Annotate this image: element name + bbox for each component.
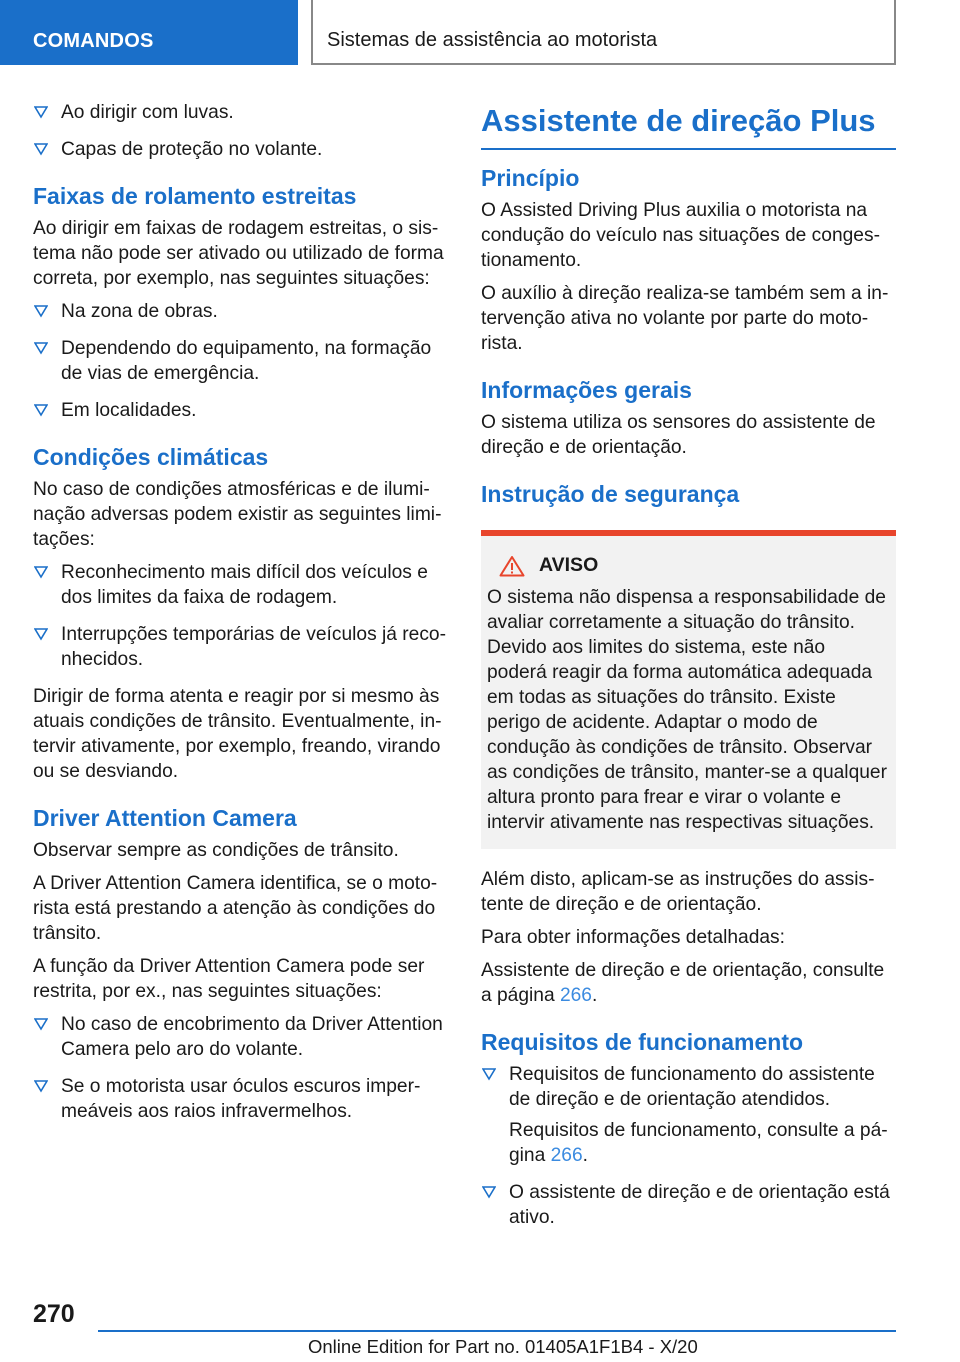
paragraph: Para obter informações detalhadas: bbox=[481, 927, 785, 948]
list-item: Dependendo do equipamento, na formação de vias de emergência. bbox=[33, 336, 446, 386]
chapter-tab bbox=[311, 0, 896, 65]
bullet-triangle-icon bbox=[34, 1017, 48, 1031]
warning-label: AVISO bbox=[539, 554, 599, 576]
paragraph: No caso de condições atmosféricas e de iluminação adversas podem existir as seguintes limitações: bbox=[33, 479, 442, 550]
paragraph: O sistema utiliza os sensores do assistente de direção e de orientação. bbox=[481, 412, 876, 458]
section-label: COMANDOS bbox=[33, 30, 154, 52]
warning-header bbox=[499, 554, 890, 577]
heading-weather: Condições climáticas bbox=[33, 444, 269, 470]
heading-general: Informações gerais bbox=[481, 377, 692, 403]
heading-narrow-lanes: Faixas de rolamento estreitas bbox=[33, 183, 357, 209]
heading-camera: Driver Attention Camera bbox=[33, 805, 297, 831]
paragraph: Assistente de direção e de orientação, consulte a página 266. bbox=[481, 960, 885, 1006]
heading-principle: Princípio bbox=[481, 165, 580, 191]
list-item: Se o motorista usar óculos escuros impermeáveis aos raios infravermelhos. bbox=[33, 1074, 446, 1124]
paragraph: Observar sempre as condições de trânsito. bbox=[33, 840, 399, 861]
page-link[interactable]: 266 bbox=[559, 985, 592, 1006]
paragraph: Dirigir de forma atenta e reagir por si mesmo às atuais condições de trânsito. Eventualmente, intervir ativamente, por exemplo, freando, virando ou se desviando. bbox=[33, 686, 442, 782]
section-tab bbox=[0, 0, 298, 65]
left-column bbox=[33, 100, 446, 1136]
bullet-triangle-icon bbox=[482, 1067, 496, 1081]
bullet-triangle-icon bbox=[482, 1185, 496, 1199]
page-title: Assistente de direção Plus bbox=[481, 100, 896, 150]
page-number: 270 bbox=[33, 1300, 75, 1328]
warning-text: O sistema não dispensa a responsabilidade de avaliar corretamente a situação do trânsito. Devido aos limites do sistema, este não poderá reagir da forma automática adequada em todas as situações do trânsito. Existe perigo de acidente. Adaptar o modo de condução às condições de trânsito. Observar as condições de trânsito, manter-se a qualquer altura pronto para frear e virar o volante e intervir ativamente nas respectivas situações. bbox=[487, 587, 887, 833]
list-item: Interrupções temporárias de veículos já reconhecidos. bbox=[33, 622, 446, 672]
bullet-triangle-icon bbox=[34, 105, 48, 119]
paragraph: A função da Driver Attention Camera pode ser restrita, por ex., nas seguintes situações: bbox=[33, 956, 425, 1002]
list-item: Na zona de obras. bbox=[33, 299, 446, 324]
footer-divider bbox=[98, 1330, 896, 1332]
bullet-triangle-icon bbox=[34, 565, 48, 579]
paragraph: Além disto, aplicam-se as instruções do assistente de direção e de orientação. bbox=[481, 869, 875, 915]
heading-safety: Instrução de segurança bbox=[481, 481, 740, 507]
bullet-triangle-icon bbox=[34, 304, 48, 318]
list-item: O assistente de direção e de orientação está ativo. bbox=[481, 1180, 896, 1230]
chapter-label: Sistemas de assistência ao motorista bbox=[327, 29, 658, 51]
list-item: Reconhecimento mais difícil dos veículos e dos limites da faixa de rodagem. bbox=[33, 560, 446, 610]
list-item: Requisitos de funcionamento do assistente de direção e de orientação atendidos. bbox=[481, 1062, 896, 1112]
paragraph: A Driver Attention Camera identifica, se o motorista está prestando a atenção às condições do trânsito. bbox=[33, 873, 438, 944]
page-link[interactable]: 266 bbox=[550, 1145, 583, 1166]
heading-requirements: Requisitos de funcionamento bbox=[481, 1029, 804, 1055]
list-item: No caso de encobrimento da Driver Attention Camera pelo aro do volante. bbox=[33, 1012, 446, 1062]
bullet-triangle-icon bbox=[34, 341, 48, 355]
paragraph: O Assisted Driving Plus auxilia o motorista na condução do veículo nas situações de congestionamento. bbox=[481, 200, 880, 271]
bullet-triangle-icon bbox=[34, 403, 48, 417]
warning-triangle-icon bbox=[499, 555, 525, 577]
list-item-detail: Requisitos de funcionamento, consulte a página 266. bbox=[509, 1120, 888, 1166]
paragraph: Ao dirigir em faixas de rodagem estreitas, o sistema não pode ser ativado ou utilizado de forma correta, por exemplo, nas seguintes situações: bbox=[33, 218, 444, 289]
list-item: Ao dirigir com luvas. bbox=[33, 100, 446, 125]
footer-edition: Online Edition for Part no. 01405A1F1B4 - X/20 bbox=[308, 1336, 698, 1357]
bullet-triangle-icon bbox=[34, 142, 48, 156]
warning-box bbox=[481, 530, 896, 849]
list-item: Capas de proteção no volante. bbox=[33, 137, 446, 162]
right-column bbox=[481, 100, 896, 1242]
paragraph: O auxílio à direção realiza-se também sem a intervenção ativa no volante por parte do motorista. bbox=[481, 283, 889, 354]
bullet-triangle-icon bbox=[34, 627, 48, 641]
list-item: Em localidades. bbox=[33, 398, 446, 423]
bullet-triangle-icon bbox=[34, 1079, 48, 1093]
